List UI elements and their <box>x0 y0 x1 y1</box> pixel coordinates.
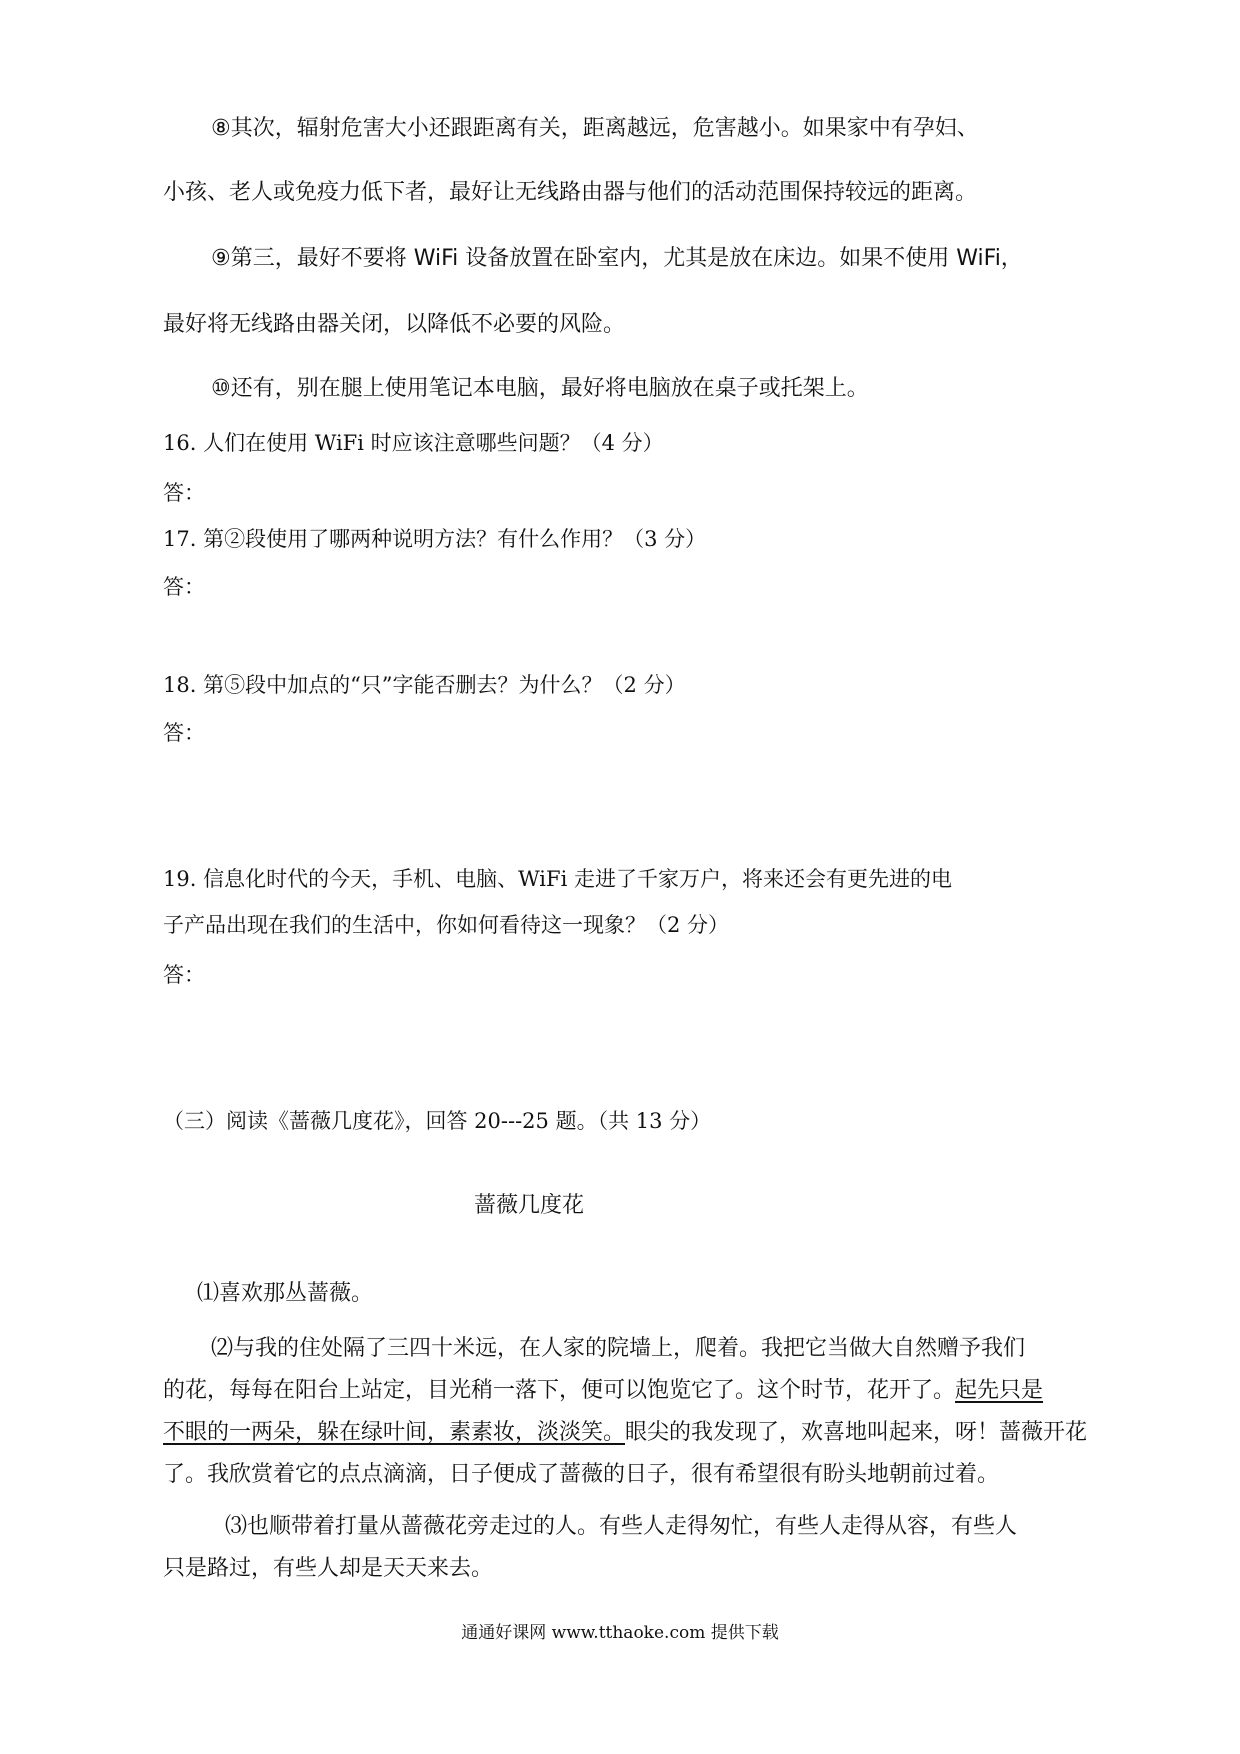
paragraph-9-line-2: 最好将无线路由器关闭，以降低不必要的风险。 <box>163 312 626 337</box>
article-paragraph-3-line-2: 只是路过，有些人却是天天来去。 <box>163 1556 494 1581</box>
article-title: 蔷薇几度花 <box>474 1193 585 1218</box>
article-paragraph-2-line-2 <box>163 1376 1043 1406</box>
article-paragraph-2-line-2-text: 的花，每每在阳台上站定，目光稍一落下，便可以饱览它了。这个时节，花开了。 <box>163 1378 956 1403</box>
article-paragraph-1: ⑴喜欢那丛蔷薇。 <box>197 1281 374 1306</box>
article-paragraph-2-line-3 <box>163 1418 1087 1448</box>
question-19-line-1: 19. 信息化时代的今天，手机、电脑、WiFi 走进了千家万户，将来还会有更先进的电 <box>163 867 952 891</box>
question-19-line-2: 子产品出现在我们的生活中，你如何看待这一现象？（2 分） <box>163 913 730 937</box>
article-paragraph-2-line-3-text: 眼尖的我发现了，欢喜地叫起来，呀！蔷薇开花 <box>625 1420 1088 1445</box>
article-paragraph-3-line-1: ⑶也顺带着打量从蔷薇花旁走过的人。有些人走得匆忙，有些人走得从容，有些人 <box>225 1514 1018 1539</box>
question-19-answer-label: 答： <box>163 963 205 987</box>
question-17-answer-label: 答： <box>163 575 205 599</box>
paragraph-10-line-1: ⑩还有，别在腿上使用笔记本电脑，最好将电脑放在桌子或托架上。 <box>211 376 869 401</box>
article-paragraph-2-line-1: ⑵与我的住处隔了三四十米远，在人家的院墙上，爬着。我把它当做大自然赠予我们 <box>211 1336 1026 1361</box>
question-16: 16. 人们在使用 WiFi 时应该注意哪些问题？（4 分） <box>163 431 664 455</box>
page-footer-download-note: 通通好课网 www.tthaoke.com 提供下载 <box>461 1623 779 1643</box>
paragraph-8-line-2: 小孩、老人或免疫力低下者，最好让无线路由器与他们的活动范围保持较远的距离。 <box>163 180 978 205</box>
article-paragraph-2-line-4: 了。我欣赏着它的点点滴滴，日子便成了蔷薇的日子，很有希望很有盼头地朝前过着。 <box>163 1462 1000 1487</box>
underlined-sentence-start: 起先只是 <box>955 1378 1044 1403</box>
question-17: 17. 第②段使用了哪两种说明方法？有什么作用？（3 分） <box>163 527 707 551</box>
question-16-answer-label: 答： <box>163 481 205 505</box>
paragraph-9-line-1: ⑨第三，最好不要将 WiFi 设备放置在卧室内，尤其是放在床边。如果不使用 WiFi， <box>211 246 1023 271</box>
paragraph-8-line-1: ⑧其次，辐射危害大小还跟距离有关，距离越远，危害越小。如果家中有孕妇、 <box>211 116 979 141</box>
underlined-sentence-end: 不眼的一两朵，躲在绿叶间，素素妆，淡淡笑。 <box>163 1420 626 1445</box>
question-18-answer-label: 答： <box>163 721 205 745</box>
section-3-heading: （三）阅读《蔷薇几度花》，回答 20---25 题。（共 13 分） <box>163 1109 712 1133</box>
question-18: 18. 第⑤段中加点的“只”字能否删去？为什么？（2 分） <box>163 673 686 697</box>
